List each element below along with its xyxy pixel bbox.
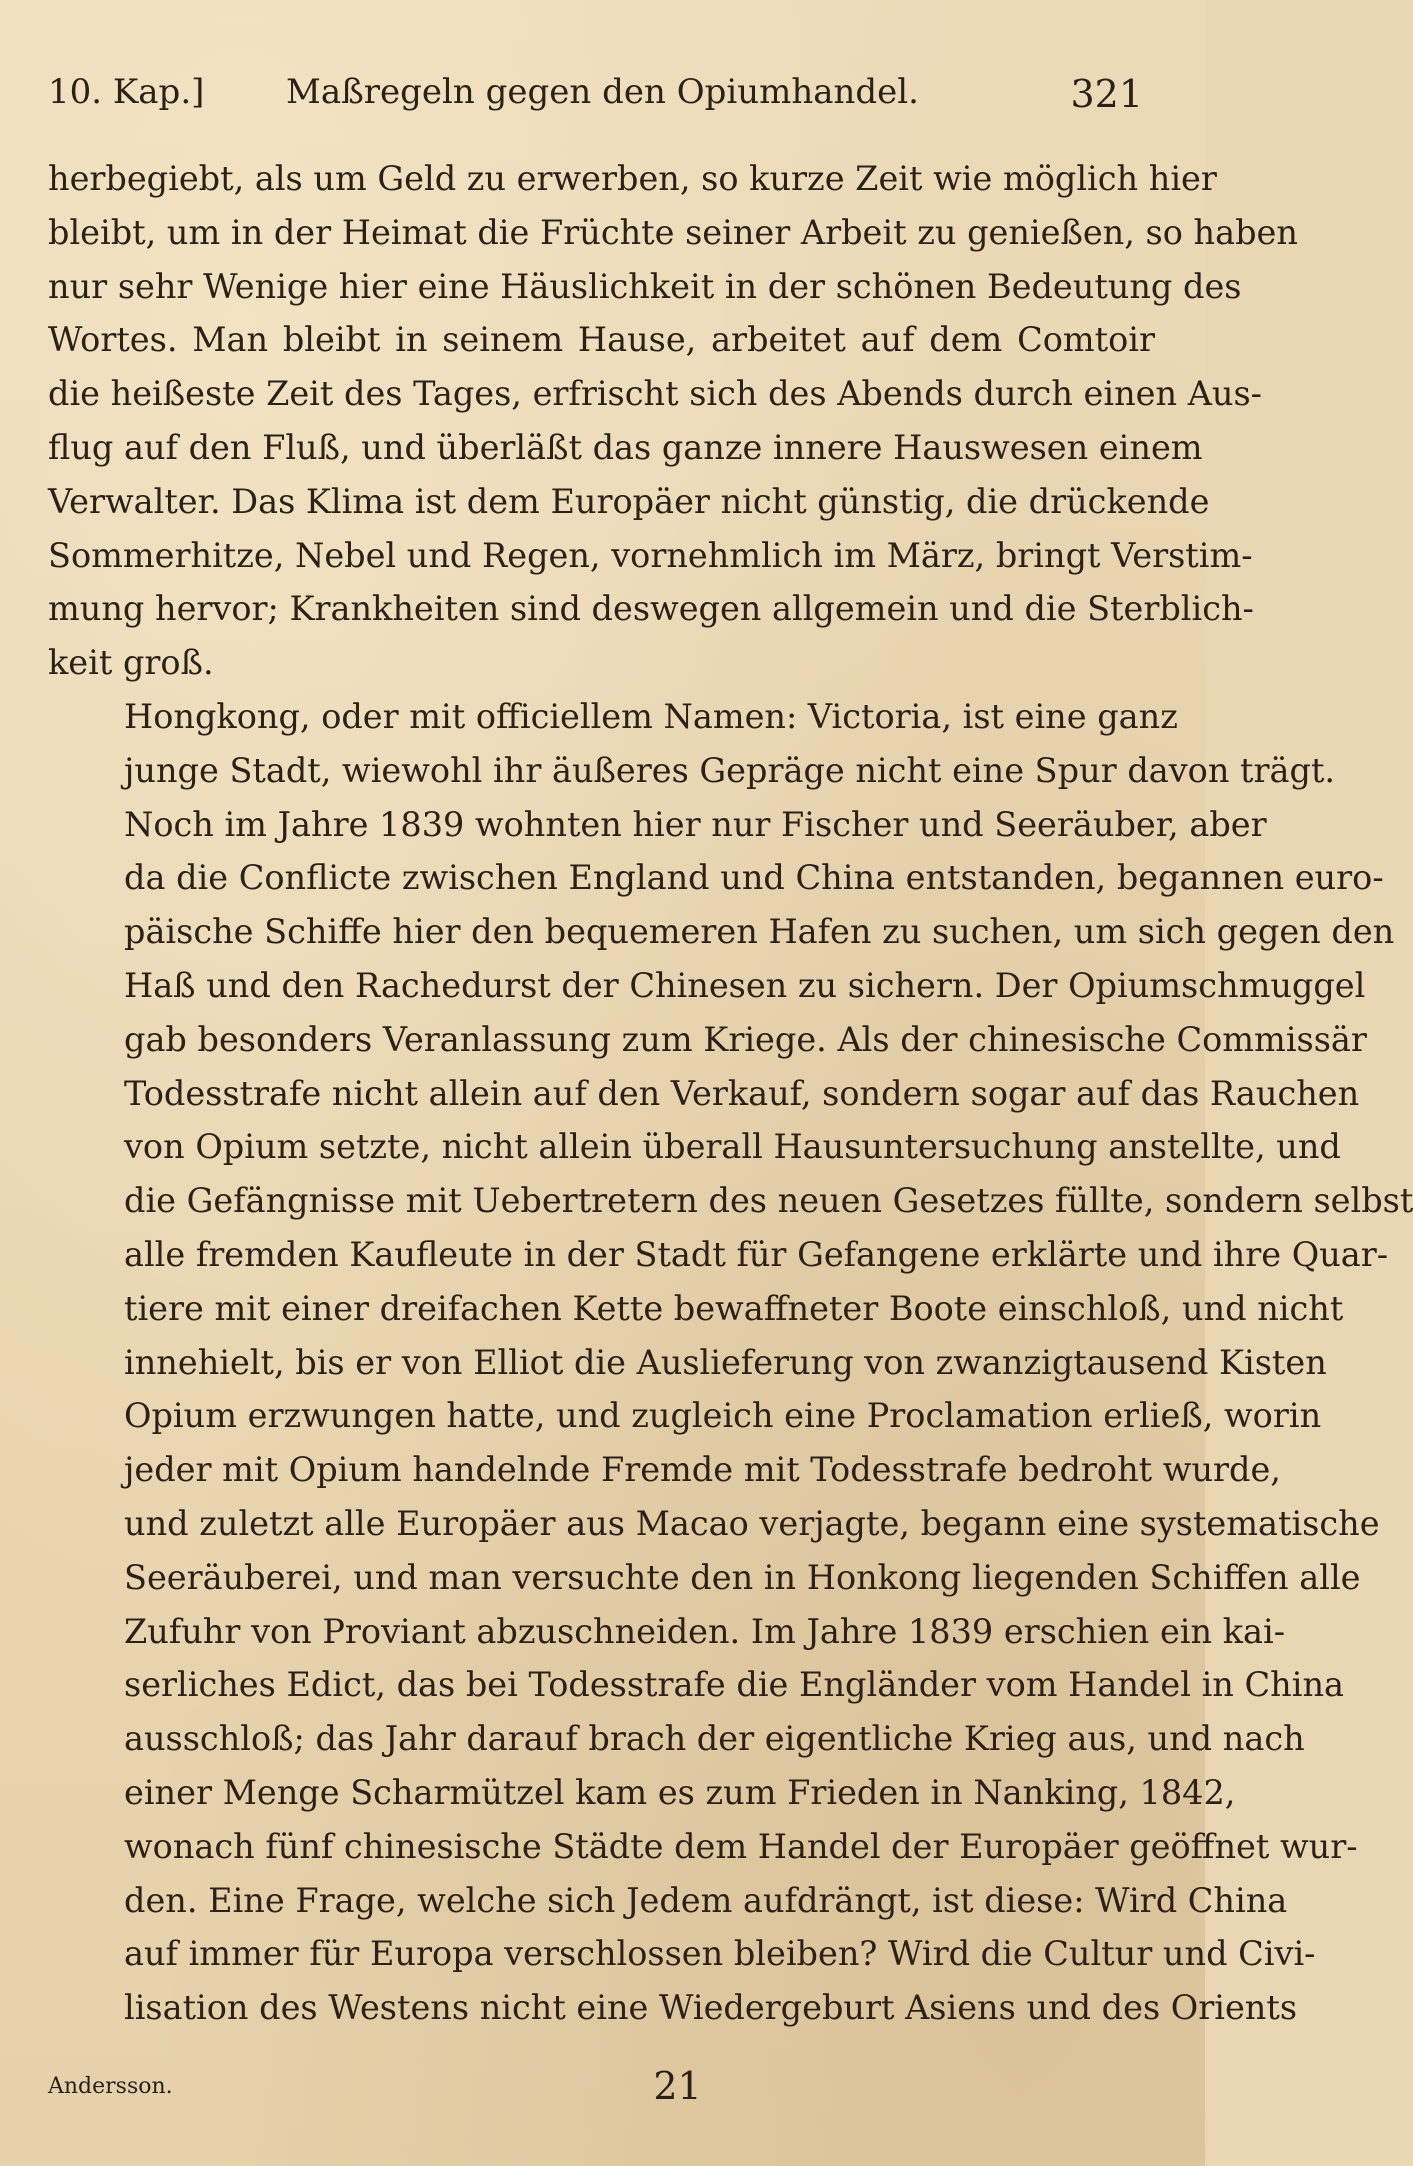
text-line: alle fremden Kaufleute in der Stadt für Gefangene erklärte und ihre Quar- [124,1234,1389,1274]
text-line: Hongkong, oder mit officiellem Namen: Victoria, ist eine ganz [124,696,1178,736]
text-line: und zuletzt alle Europäer aus Macao verjagte, begann eine systematische [124,1503,1380,1543]
text-line: die Gefängnisse mit Uebertretern des neuen Gesetzes füllte, sondern selbst [124,1181,1413,1221]
text-line: Opium erzwungen hatte, und zugleich eine Proclamation erließ, worin [124,1396,1322,1436]
text-line: einer Menge Scharmützel kam es zum Frieden in Nanking, 1842, [124,1772,1236,1812]
text-line: wonach fünf chinesische Städte dem Handel der Europäer geöffnet wur- [124,1826,1358,1866]
sheet-folio: 21 [653,2064,702,2108]
text-line: auf immer für Europa verschlossen bleiben? Wird die Cultur und Civi- [124,1934,1316,1974]
text-line: jeder mit Opium handelnde Fremde mit Todesstrafe bedroht wurde, [124,1450,1281,1490]
text-line: ausschloß; das Jahr darauf brach der eigentliche Krieg aus, und nach [124,1719,1305,1759]
text-line: innehielt, bis er von Elliot die Auslieferung von zwanzigtausend Kisten [124,1342,1327,1382]
paragraph [48,690,1413,2035]
text-line: flug auf den Fluß, und überläßt das ganze innere Hauswesen einem [48,427,1203,467]
text-line: Zufuhr von Proviant abzuschneiden. Im Jahre 1839 erschien ein kai- [124,1611,1286,1651]
running-header [48,72,1157,132]
paragraph [48,152,1298,690]
text-line: von Opium setzte, nicht allein überall Hausuntersuchung anstellte, und [124,1127,1341,1167]
text-line: nur sehr Wenige hier eine Häuslichkeit in der schönen Bedeutung des [48,266,1242,306]
text-line: die heißeste Zeit des Tages, erfrischt sich des Abends durch einen Aus- [48,374,1262,414]
text-line: lisation des Westens nicht eine Wiedergeburt Asiens und des Orients [124,1988,1298,2028]
printer-signature: Andersson. [48,2074,173,2099]
text-line: päische Schiffe hier den bequemeren Hafen zu suchen, um sich gegen den [124,912,1395,952]
text-line: Todesstrafe nicht allein auf den Verkauf, sondern sogar auf das Rauchen [124,1073,1360,1113]
text-line: keit groß. [48,643,214,683]
text-line: Seeräuberei, und man versuchte den in Honkong liegenden Schiffen alle [124,1557,1361,1597]
running-title: Maßregeln gegen den Opiumhandel. [286,72,919,112]
text-line: Noch im Jahre 1839 wohnten hier nur Fischer und Seeräuber, aber [124,804,1267,844]
text-line: Verwalter. Das Klima ist dem Europäer nicht günstig, die drückende [48,481,1210,521]
text-line: herbegiebt, als um Geld zu erwerben, so kurze Zeit wie möglich hier [48,159,1217,198]
text-line: Wortes. Man bleibt in seinem Hause, arbeitet auf dem Comtoir [48,320,1155,360]
text-line: gab besonders Veranlassung zum Kriege. Als der chinesische Commissär [124,1019,1367,1059]
text-line: Sommerhitze, Nebel und Regen, vornehmlich im März, bringt Verstim- [48,535,1253,575]
body-text [48,152,1413,2035]
text-line: junge Stadt, wiewohl ihr äußeres Gepräge nicht eine Spur davon trägt. [124,750,1336,790]
text-line: bleibt, um in der Heimat die Früchte seiner Arbeit zu genießen, so haben [48,212,1298,252]
text-line: tiere mit einer dreifachen Kette bewaffneter Boote einschloß, und nicht [124,1288,1344,1328]
text-line: mung hervor; Krankheiten sind deswegen allgemein und die Sterblich- [48,589,1254,629]
chapter-label: 10. Kap.] [48,72,205,112]
text-line: da die Conflicte zwischen England und China entstanden, begannen euro- [124,858,1384,898]
text-line: Haß und den Rachedurst der Chinesen zu sichern. Der Opiumschmuggel [124,965,1366,1005]
text-line: serliches Edict, das bei Todesstrafe die Engländer vom Handel in China [124,1665,1344,1705]
page-number: 321 [1070,72,1143,116]
text-line: den. Eine Frage, welche sich Jedem aufdrängt, ist diese: Wird China [124,1880,1288,1920]
